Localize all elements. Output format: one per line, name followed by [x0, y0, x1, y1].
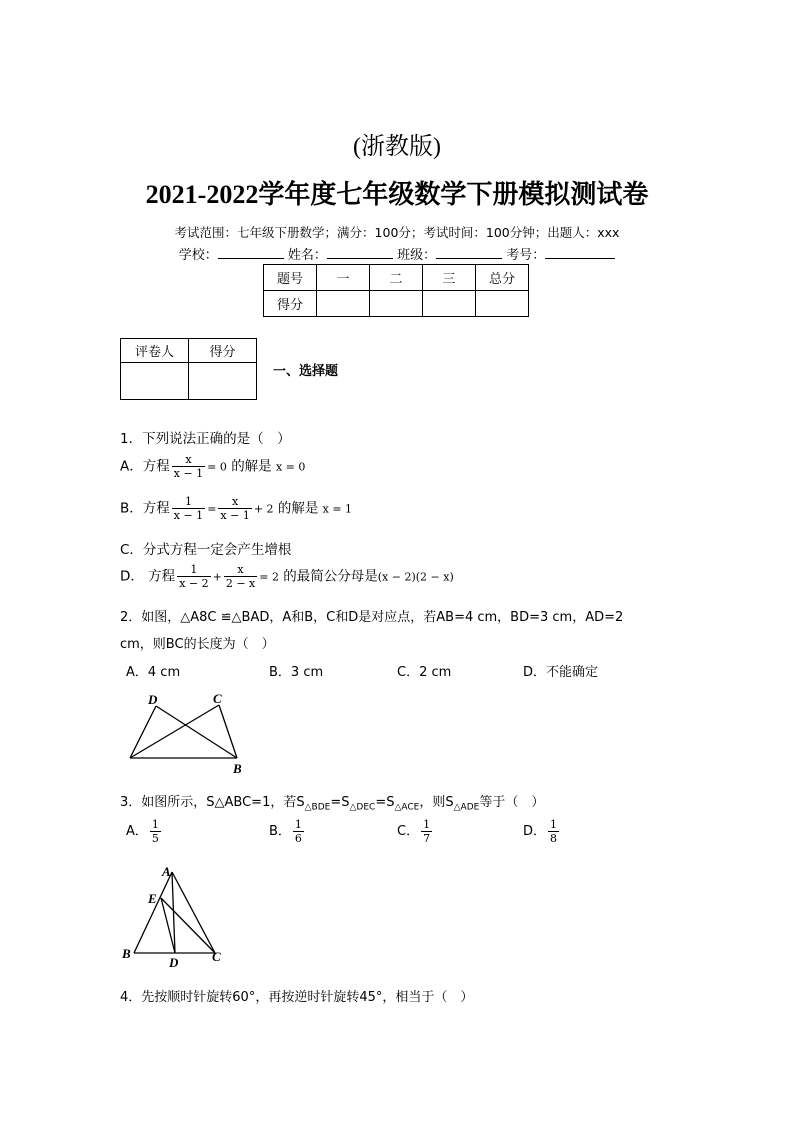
math-text: =	[207, 502, 217, 516]
grader-header-row	[121, 339, 257, 363]
exam-title: 2021-2022学年度七年级数学下册模拟测试卷	[145, 180, 649, 209]
school-blank[interactable]	[218, 245, 284, 259]
point-label-d: D	[148, 692, 158, 707]
q3-text: =S	[375, 795, 395, 810]
math-text: +	[212, 570, 222, 584]
score-cell[interactable]	[370, 291, 423, 317]
q3-text: 3．如图所示，S△ABC=1，若S	[120, 795, 305, 810]
q2-stem-line1: 2．如图，△A8C ≌△BAD，A和B，C和D是对应点，若AB=4 cm，BD=3 cm，AD=2	[120, 610, 624, 625]
math-text: x = 0	[275, 460, 306, 474]
fraction	[293, 818, 304, 845]
numerator: 1	[294, 818, 302, 831]
option-label: B．	[269, 824, 291, 839]
id-blank[interactable]	[545, 245, 615, 259]
denominator: 7	[423, 832, 431, 845]
grader-score-cell[interactable]	[189, 363, 257, 400]
score-table-header-row	[264, 265, 529, 291]
name-blank[interactable]	[327, 245, 393, 259]
math-text: x = 1	[322, 502, 353, 516]
score-header-cell: 题号	[264, 265, 317, 291]
q1-option-c[interactable]: C．分式方程一定会产生增根	[120, 542, 292, 558]
fraction	[172, 495, 205, 522]
name-label: 姓名：	[287, 248, 327, 263]
denominator: 8	[550, 832, 558, 845]
numerator: x	[224, 563, 257, 577]
figure-segment	[161, 898, 215, 953]
point-label-b: B	[233, 761, 242, 776]
numerator: 1	[151, 818, 159, 831]
edition-label: (浙教版)	[353, 134, 441, 160]
q1-a-prefix: A．方程	[120, 458, 170, 475]
q2-option-b[interactable]: B．3 cm	[269, 665, 324, 680]
q2-stem-line2: cm，则BC的长度为（ ）	[120, 637, 275, 652]
q4-stem: 4．先按顺时针旋转60°，再按逆时针旋转45°，相当于（ ）	[120, 990, 474, 1005]
subscript: △BDE	[304, 802, 331, 813]
score-table	[263, 264, 529, 317]
subscript: △DEC	[349, 802, 376, 813]
q3-stem	[120, 791, 544, 813]
fraction	[177, 563, 210, 590]
numerator: 1	[550, 818, 558, 831]
q3-option-c[interactable]	[397, 818, 434, 845]
score-cell[interactable]	[317, 291, 370, 317]
q3-option-d[interactable]	[523, 818, 561, 845]
numerator: x	[172, 453, 205, 467]
score-table-row	[264, 291, 529, 317]
option-label: D．	[523, 824, 547, 839]
q2-option-d[interactable]: D．不能确定	[523, 665, 599, 680]
math-text: = 2	[259, 570, 279, 584]
numerator: 1	[423, 818, 431, 831]
class-blank[interactable]	[436, 245, 502, 259]
q2-option-a[interactable]: A．4 cm	[126, 665, 181, 680]
fraction	[548, 818, 559, 845]
denominator: x − 1	[220, 509, 250, 522]
subscript: △ACE	[394, 802, 420, 813]
fraction	[421, 818, 432, 845]
q1-b-prefix: B．方程	[120, 500, 170, 517]
point-label-a: A	[162, 864, 171, 879]
score-cell[interactable]	[476, 291, 529, 317]
fraction	[150, 818, 161, 845]
grader-score-header: 得分	[189, 339, 257, 363]
score-header-cell: 一	[317, 265, 370, 291]
math-text: + 2	[253, 502, 274, 516]
q1-option-a[interactable]	[120, 453, 305, 480]
denominator: x − 1	[173, 509, 204, 522]
q1-d-prefix: D． 方程	[120, 568, 176, 585]
q3-figure	[118, 862, 233, 972]
q3-text: 等于（ ）	[479, 795, 545, 810]
figure-segment	[219, 705, 237, 758]
grader-cell[interactable]	[121, 363, 189, 400]
id-label: 考号：	[506, 248, 546, 263]
option-label: A．	[126, 824, 148, 839]
denominator: 6	[294, 832, 302, 845]
subscript: △ADE	[453, 802, 480, 813]
point-label-c: C	[212, 949, 221, 964]
figure-segment	[156, 706, 237, 758]
score-cell[interactable]	[423, 291, 476, 317]
q1-option-d[interactable]	[120, 563, 454, 590]
grader-table	[120, 338, 257, 400]
fraction	[218, 495, 251, 522]
q3-text: =S	[330, 795, 350, 810]
numerator: 1	[172, 495, 205, 509]
q1-d-mid: 的最简公分母是	[283, 568, 378, 585]
grader-header: 评卷人	[121, 339, 189, 363]
numerator: x	[218, 495, 251, 509]
denominator: x − 1	[173, 467, 204, 480]
score-row-label: 得分	[264, 291, 317, 317]
section-title: 一、选择题	[273, 364, 339, 379]
school-label: 学校：	[178, 248, 218, 263]
score-header-cell: 三	[423, 265, 476, 291]
point-label-c: C	[213, 691, 222, 706]
q2-figure	[118, 690, 253, 780]
option-label: C．	[397, 824, 420, 839]
score-header-cell: 二	[370, 265, 423, 291]
point-label-b: B	[122, 946, 131, 961]
denominator: x − 2	[179, 577, 209, 590]
math-text: = 0	[207, 460, 227, 474]
point-label-e: E	[148, 891, 157, 906]
q1-stem: 1．下列说法正确的是（ ）	[120, 431, 291, 447]
student-info-row	[0, 244, 794, 263]
figure-segment	[134, 872, 172, 953]
fraction	[224, 563, 257, 590]
q1-a-mid: 的解是	[231, 458, 272, 475]
q2-option-c[interactable]: C．2 cm	[397, 665, 452, 680]
class-label: 班级：	[397, 248, 437, 263]
point-label-d: D	[169, 955, 179, 970]
math-text: (x − 2)(2 − x)	[377, 570, 454, 584]
score-header-cell: 总分	[476, 265, 529, 291]
numerator: 1	[177, 563, 210, 577]
denominator: 5	[151, 832, 159, 845]
q3-option-a[interactable]	[126, 818, 163, 845]
q1-option-b[interactable]	[120, 495, 352, 522]
q3-option-b[interactable]	[269, 818, 306, 845]
q3-text: ，则S	[419, 795, 454, 810]
q1-b-mid: 的解是	[277, 500, 319, 517]
grader-row	[121, 363, 257, 400]
fraction	[172, 453, 205, 480]
figure-segment	[172, 872, 215, 953]
denominator: 2 − x	[225, 577, 256, 590]
exam-meta: 考试范围：七年级下册数学；满分：100分；考试时间：100分钟；出题人：xxx	[174, 225, 620, 240]
